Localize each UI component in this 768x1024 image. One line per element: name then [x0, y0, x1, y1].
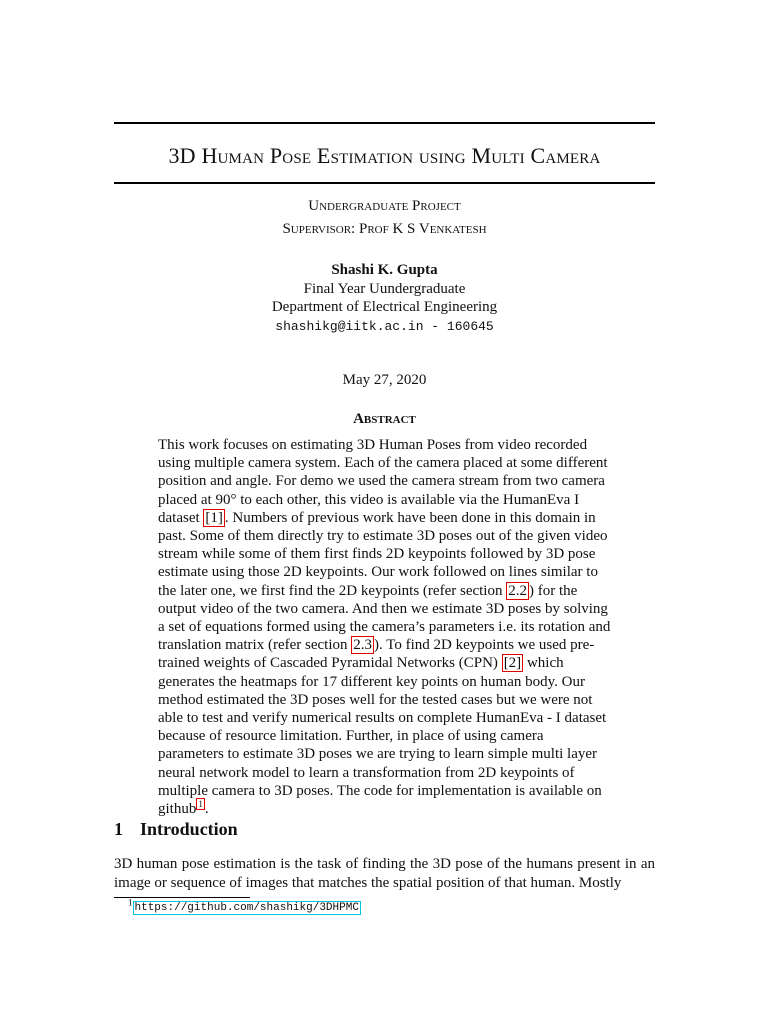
abstract-text-1: This work focuses on estimating 3D Human Poses from video recorded using multiple camera system. Each of the camera placed at some different position and angle. For demo we used the camera stream from two camera placed at 90° to each other, this video is available via the HumanEva I dataset — [158, 437, 608, 526]
abstract-text-2: . Numbers of previous work have been done in this domain in past. Some of them directly try to estimate 3D poses out of the given video stream while some of them first finds 2D keypoints followed by 3D pose estimate using those 2D keypoints. Our work followed on lines similar to the later one, we first find the 2D keypoints (refer section — [158, 509, 608, 599]
footnote-rule — [114, 897, 250, 898]
abstract-body — [158, 436, 611, 818]
section-heading-introduction — [114, 819, 238, 840]
supervisor: Supervisor: Prof K S Venkatesh — [282, 221, 487, 237]
footnote-link[interactable]: 1 — [198, 799, 203, 810]
introduction-text: 3D human pose estimation is the task of finding the 3D pose of the humans present in an image or sequence of images that matches the spatial position of that human. Mostly — [114, 856, 655, 891]
paper-title: 3D Human Pose Estimation using Multi Camera — [168, 143, 601, 168]
title-bottom-rule — [114, 182, 655, 184]
section-number: 1 — [114, 819, 123, 839]
section-title: Introduction — [140, 819, 238, 839]
author-email: shashikg@iitk.ac.in - 160645 — [275, 319, 494, 334]
section-link-2-2[interactable]: 2.2 — [508, 582, 527, 599]
citation-link-2[interactable]: [2] — [503, 655, 522, 672]
abstract-text-3: ) for the output video of the two camera. And then we estimate 3D poses by solving a set of equations formed using the camera’s parameters i.e. its rotation and translation matrix (refer section — [158, 582, 611, 654]
footnote — [128, 897, 361, 914]
footnote-mark: 1 — [128, 897, 133, 908]
title-top-rule — [114, 122, 655, 124]
date: May 27, 2020 — [342, 372, 427, 388]
abstract-heading: Abstract — [353, 411, 416, 427]
author-department: Department of Electrical Engineering — [271, 299, 498, 315]
github-url-link[interactable]: https://github.com/shashikg/3DHPMC — [134, 902, 359, 914]
section-link-2-3[interactable]: 2.3 — [353, 637, 373, 654]
citation-link-1[interactable]: [1] — [205, 509, 223, 526]
project-type: Undergraduate Project — [308, 198, 461, 214]
abstract-text-4: ). To find 2D keypoints we used pre-trained weights of Cascaded Pyramidal Networks (CPN) — [158, 637, 595, 672]
abstract-text-6: . — [204, 801, 209, 818]
author-role: Final Year Uundergraduate — [303, 281, 466, 297]
abstract-text-5: which generates the heatmaps for 17 different key points on human body. Our method estimated the 3D poses well for the tested cases but we were not able to test and verify numerical results on complete HumanEva - I dataset because of resource limitation. Further, in place of using camera parameters to estimate 3D poses we are trying to learn simple multi layer neural network model to learn a transformation from 2D keypoints of multiple camera to 3D poses. The code for implementation is available on github — [158, 655, 607, 818]
author-name: Shashi K. Gupta — [331, 262, 438, 278]
